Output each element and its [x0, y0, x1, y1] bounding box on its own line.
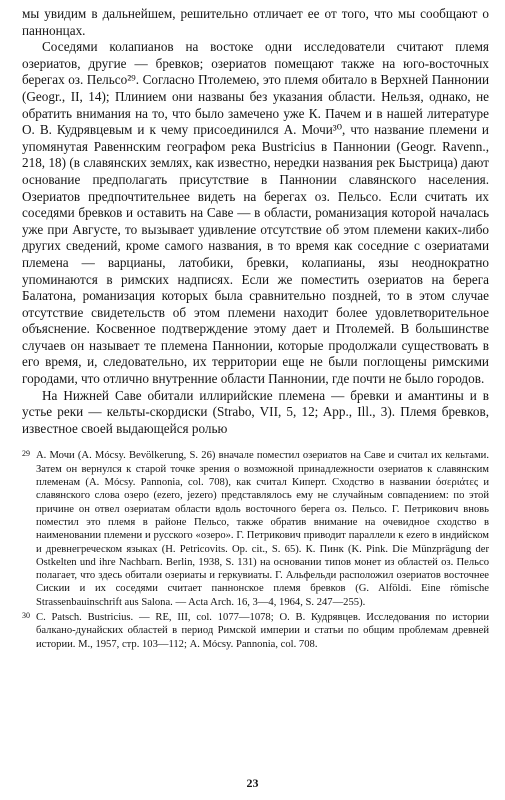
footnote-number: 29: [22, 449, 30, 459]
paragraph-1: мы увидим в дальнейшем, решительно отличает ее от того, что мы сообщают о паннонцах.: [22, 6, 489, 38]
footnote-number: 30: [22, 611, 30, 620]
footnote-30: [22, 609, 489, 651]
footnotes: [22, 447, 489, 650]
page-number: 23: [246, 776, 259, 790]
footnote-text: А. Мочи (A. Mócsy. Bevölkerung, S. 26) вначале поместил озериатов на Саве и считал их кельтами. Затем он вернулся к старой точке зрения о возможной принадлежности озериатов к славянским племенам (A. Mócsy. Pannonia, col. 708), как считал Киперт. Сходство в названии όσεριάτες и славянского слова озеро (ezero, jezero) представлялось ему не случайным совпадением: по этой причине он отвел озериатам области вдоль восточного берега оз. Пельсо. Г. Петрикович вновь поместил это племя в районе Пельсо, также обратив внимание на очевидное сходство в наименовании племени и русского «озеро». Г. Петрикович приводит параллели к ezero в индийском и древнегреческом языках (H. Petricovits. Op. cit., S. 65). К. Пинк (K. Pink. Die Münzprägung der Ostkelten und ihre Nachbarn. Berlin, 1938, S. 131) на основании типов монет из областей оз. Пельсо полагает, что здесь обитали озериаты и геркувиаты. Г. Альфельди расположил озериатов восточнее Сискии и их соседями считает паннонское племя бревков (G. Alföldi. Eine römische Strassenbauinschrift aus Salona. — Acta Arch. 16, 3—4, 1964, S. 247—255).: [36, 450, 489, 608]
footnote-29: [22, 447, 489, 609]
main-text: [22, 6, 489, 437]
footnote-text: C. Patsch. Bustricius. — RE, III, col. 1077—1078; О. В. Кудрявцев. Исследования по истории балкано-дунайских областей в период Римской империи и статьи по общим проблемам древней истории. М., 1957, стр. 103—112; A. Mócsy. Pannonia, col. 708.: [36, 612, 489, 650]
paragraph-2: Соседями колапианов на востоке одни исследователи считают племя озериатов, другие — бревков; озериатов помещают также на юго-восточных берегах оз. Пельсо²⁹. Согласно Птолемею, это племя обитало в Верхней Паннонии (Geogr., II, 14); Плинием они названы без указания области. Нельзя, однако, не обратить внимания на то, что было замечено уже К. Пачем и в нашей литературе О. В. Кудрявцевым и к чему присоединился А. Мочи³⁰, что название племени и упомянутая Равеннским географом река Bustricius в Паннонии (Geogr. Ravenn., 218, 18) (в славянских землях, как известно, нередки названия рек Быстрица) дают основание предполагать присутствие в Паннонии славянского населения. Озериатов предпочтительнее видеть на берегах оз. Пельсо. Если считать их соседями бревков и оставить на Саве — в области, романизация которой началась уже при Августе, то вызывает удивление отсутствие об этом племени каких-либо других сведений, кроме самого названия, в то время как соседние с озериатами племена — варцианы, латобики, бревки, колапианы, язы неоднократно упоминаются в римских надписях. Если же поместить озериатов на берега Балатона, романизация которых была сравнительно поздней, то в этом случае отсутствие свидетельств об этом племени находит более удовлетворительное объяснение. Косвенное подтверждение этому дает и Птолемей. В большинстве случаев он называет те племена Паннонии, которые продолжали существовать в его время, и, следовательно, их территории еще не были поглощены римскими городами, что отлично внутренние области Паннонии, где почти не было городов.: [22, 39, 489, 387]
paragraph-3: На Нижней Саве обитали иллирийские племена — бревки и амантины и в устье реки — кельты-скордиски (Strabo, VII, 5, 12; App., Ill., 3). Племя бревков, известное своей выдающейся ролью: [22, 387, 489, 436]
